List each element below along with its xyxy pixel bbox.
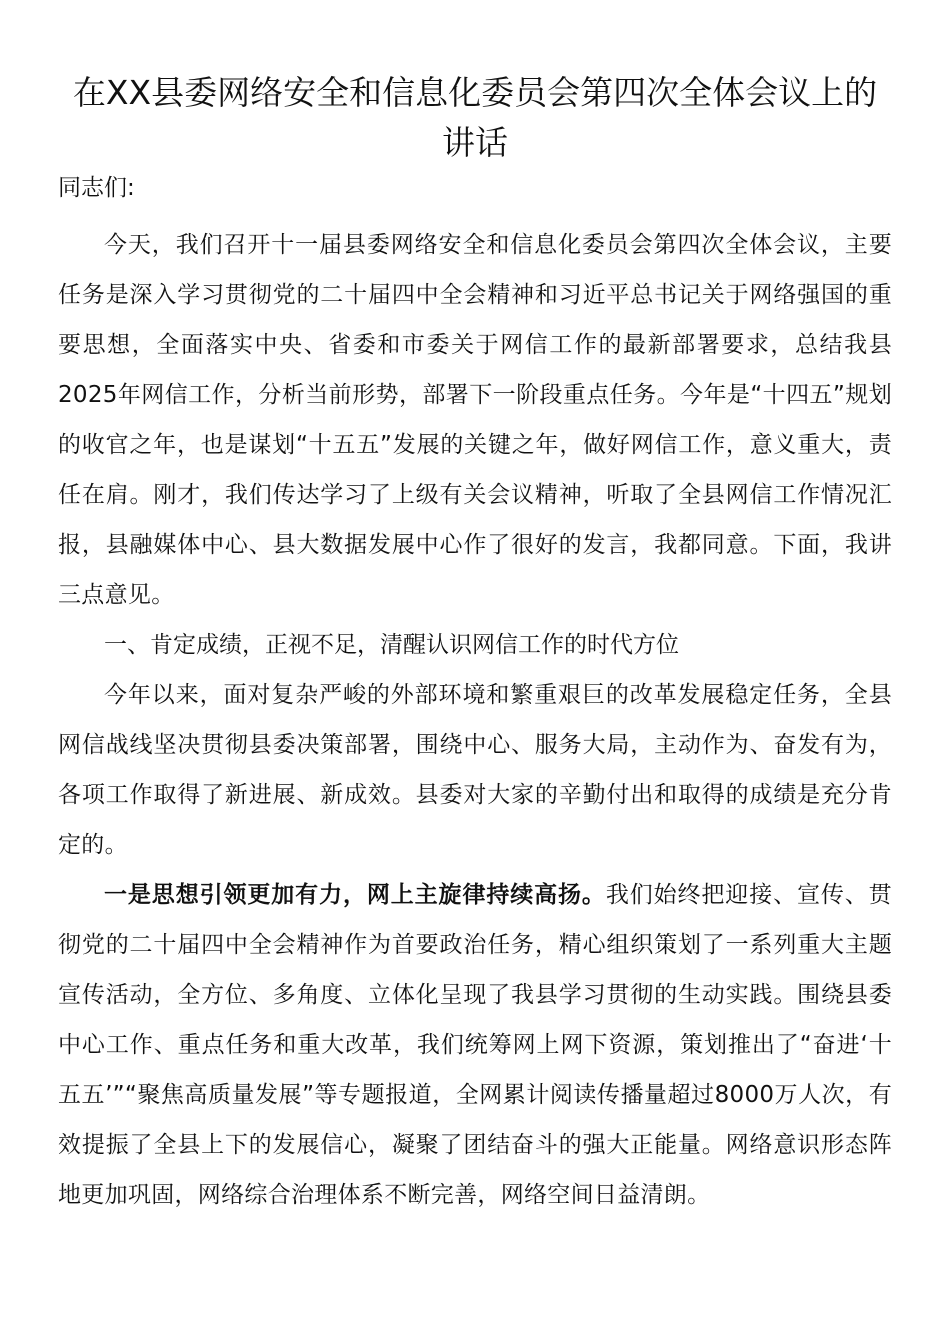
intro-paragraph: 今天，我们召开十一届县委网络安全和信息化委员会第四次全体会议，主要任务是深入学习贯彻党的二十届四中全会精神和习近平总书记关于网络强国的重要思想，全面落实中央、省委和市委关于网信工作的最新部署要求，总结我县2025年网信工作，分析当前形势，部署下一阶段重点任务。今年是“十四五”规划的收官之年，也是谋划“十五五”发展的关键之年，做好网信工作，意义重大，责任在肩。刚才，我们传达学习了上级有关会议精神，听取了全县网信工作情况汇报，县融媒体中心、县大数据发展中心作了很好的发言，我都同意。下面，我讲三点意见。	[58, 232, 892, 608]
section-heading-1: 一、肯定成绩，正视不足，清醒认识网信工作的时代方位	[104, 632, 679, 658]
document-page	[58, 68, 892, 1220]
salutation: 同志们:	[58, 175, 135, 201]
point-one-lead: 一是思想引领更加有力，网上主旋律持续高扬。	[104, 882, 606, 908]
document-title: 在XX县委网络安全和信息化委员会第四次全体会议上的讲话	[72, 73, 878, 162]
point-one-paragraph	[58, 870, 892, 1220]
point-one-body: 我们始终把迎接、宣传、贯彻党的二十届四中全会精神作为首要政治任务，精心组织策划了一系列重大主题宣传活动，全方位、多角度、立体化呈现了我县学习贯彻的生动实践。围绕县委中心工作、重点任务和重大改革，我们统筹网上网下资源，策划推出了“奋进‘十五五’”“聚焦高质量发展”等专题报道，全网累计阅读传播量超过8000万人次，有效提振了全县上下的发展信心，凝聚了团结奋斗的强大正能量。网络意识形态阵地更加巩固，网络综合治理体系不断完善，网络空间日益清朗。	[58, 882, 892, 1208]
achievements-paragraph: 今年以来，面对复杂严峻的外部环境和繁重艰巨的改革发展稳定任务，全县网信战线坚决贯彻县委决策部署，围绕中心、服务大局，主动作为、奋发有为，各项工作取得了新进展、新成效。县委对大家的辛勤付出和取得的成绩是充分肯定的。	[58, 682, 892, 858]
